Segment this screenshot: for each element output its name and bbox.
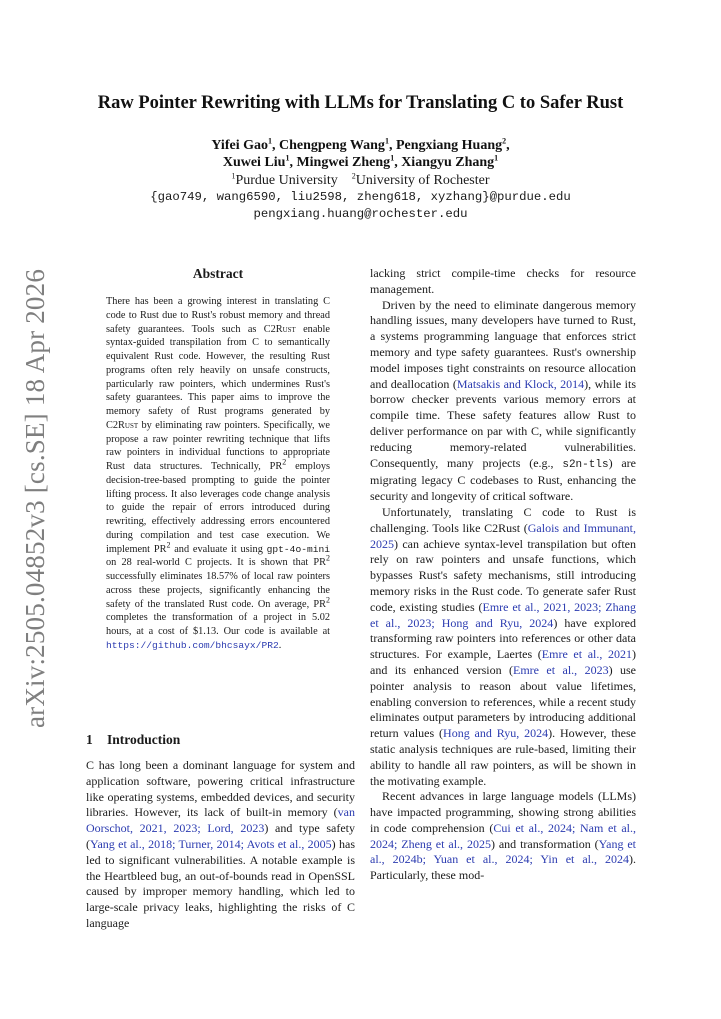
affiliations [0, 172, 721, 189]
superscript: 2 [326, 595, 330, 605]
body-text: Recent advances in large language models (LLMs) have impacted programming, showing strong abilities in code comprehension ( [370, 789, 636, 835]
affiliation-marker: 1 [285, 153, 290, 163]
body-text: ). However, these static analysis techniques are rule-based, limiting their ability to handle all raw pointers, as will be shown in the motivating example. [370, 726, 636, 788]
body-text: ) and its enhanced version ( [370, 647, 636, 677]
body-text: Driven by the need to eliminate dangerous memory handling issues, many developers have turned to Rust, a systems programming language that enforces strict memory and type safety guarantees. Rust's ownership model imposes tight constraints on resource allocation and deallocation ( [370, 297, 636, 391]
author-name: Xiangyu Zhang [401, 155, 495, 170]
intro-paragraph [86, 758, 355, 932]
intro-right-column [370, 266, 636, 884]
affiliation-marker: 1 [231, 171, 236, 181]
body-text: ) and type safety ( [86, 821, 355, 851]
body-text: ) use pointer analysis to reason about value lifetimes, enabling conversion to references, while a recent study eliminates output parameters by introducing additional return values ( [370, 662, 636, 741]
body-text: ) has led to significant vulnerabilities. A notable example is the Heartbleed bug, an out-of-bounds read in OpenSSL caused by improper memory handling, which led to large-scale privacy leaks, highlighting the risks of C language [86, 836, 355, 930]
citation-link[interactable]: Emre et al., 2021 [541, 647, 632, 662]
citation-link[interactable]: Emre et al., 2021, 2023; Zhang et al., 2023; Hong and Ryu, 2024 [370, 599, 636, 630]
section-number: 1 [86, 732, 93, 747]
author-name: Mingwei Zheng [296, 155, 391, 170]
abstract-text: employs decision-tree-based prompting to guide the pointer lifting process. It also leverages code change analysis to guide the repair of errors introduced during rewriting, effectively addressing errors encountered during compilation and test case execution. We implement PR [106, 461, 330, 555]
email-line: pengxiang.huang@rochester.edu [253, 207, 468, 221]
body-text: ). Particularly, these mod- [370, 852, 636, 883]
section-title: Introduction [107, 732, 181, 747]
author-line-1: Yifei Gao$^1$, Chengpeng Wang$^1$, Pengxiang Huang$^2$, [211, 136, 510, 153]
affiliation-marker: 1 [267, 136, 272, 146]
citation-link[interactable]: Galois and Immunant, 2025 [370, 520, 636, 551]
author-name: Yifei Gao [211, 138, 268, 153]
affiliation-rochester: University of Rochester [355, 173, 490, 188]
code-repository-link[interactable]: https://github.com/bhcsayx/PR2 [106, 639, 279, 651]
intro-paragraph [370, 505, 636, 789]
intro-left-column [86, 758, 355, 932]
affiliation-marker: 2 [351, 171, 356, 181]
abstract-heading: Abstract [192, 266, 244, 281]
superscript: 2 [166, 540, 171, 550]
author-emails [0, 189, 721, 223]
abstract-body [106, 295, 330, 653]
abstract-text: enable syntax-guided transpilation from C to semantically equivalent Rust code. However, the resulting Rust programs often rely heavily on unsafe constructs, particularly raw pointers, which undermines Rust's safety guarantees. This paper aims to improve the memory safety of Rust programs generated by C2 [106, 323, 330, 431]
project-name-code: s2n-tls [562, 458, 609, 471]
citation-link[interactable]: Hong and Ryu, 2024 [443, 726, 549, 741]
affiliation-marker: 2 [502, 136, 507, 146]
abstract-text: on 28 real-world C projects. It is shown that PR [106, 557, 326, 569]
superscript: 2 [282, 457, 287, 467]
affiliation-marker: 1 [494, 153, 499, 163]
intro-paragraph [370, 789, 636, 884]
paper-title: Raw Pointer Rewriting with LLMs for Translating C to Safer Rust [97, 93, 624, 113]
model-name-code: gpt-4o-mini [266, 543, 330, 555]
arxiv-sidebar-stamp [4, 268, 68, 728]
affiliation-marker: 1 [390, 153, 395, 163]
abstract-text: and evaluate it using [170, 543, 267, 555]
body-text: ) can achieve syntax-level transpilation but often rely on raw pointers and unsafe functions, which bypasses Rust's safety mechanisms, still introducing memory risks in the Rust code. To generate safer Rust code, existing studies ( [370, 536, 636, 614]
abstract-paragraph [106, 295, 330, 653]
author-name: Chengpeng Wang [278, 138, 385, 153]
author-line-2: Xuwei Liu$^1$, Mingwei Zheng$^1$, Xiangyu Zhang$^1$ [222, 153, 499, 170]
affiliation-marker: 1 [384, 136, 389, 146]
email-line: {gao749, wang6590, liu2598, zheng618, xyzhang}@purdue.edu [150, 190, 571, 204]
abstract-text: successfully eliminates 18.57% of local raw pointers across these projects, significantly enhancing the safety of the translated Rust code. On average, PR [106, 571, 330, 610]
affiliation-purdue: Purdue University [235, 173, 338, 188]
citation-link[interactable]: van Oorschot, 2021, 2023; Lord, 2023 [86, 805, 355, 836]
body-text: ) have explored transforming raw pointers into references or other data structures. For example, Laertes ( [370, 615, 636, 662]
arxiv-identifier: arXiv:2505.04852v3 [cs.SE] 18 Apr 2026 [20, 268, 51, 728]
citation-link[interactable]: Yang et al., 2018; Turner, 2014; Avots et al., 2005 [90, 836, 332, 851]
intro-paragraph [370, 298, 636, 505]
abstract-text: . [278, 639, 282, 651]
citation-link[interactable]: Emre et al., 2023 [513, 662, 609, 677]
section-heading-introduction [86, 732, 356, 748]
body-text: ) are migrating legacy C codebases to Rust, enhancing the security and longevity of critical software. [370, 455, 636, 504]
citation-link[interactable]: Matsakis and Klock, 2014 [456, 376, 585, 391]
intro-paragraph: lacking strict compile-time checks for resource management. [370, 266, 636, 296]
tool-name-smallcaps: Rust [118, 419, 139, 431]
citation-link[interactable]: Cui et al., 2024; Nam et al., 2024; Zheng et al., 2025 [370, 820, 637, 851]
tool-name-smallcaps: Rust [275, 323, 296, 335]
abstract-text: There has been a growing interest in translating C code to Rust due to Rust's robust memory and thread safety guarantees. Tools such as C2 [106, 296, 330, 335]
abstract-text: by eliminating raw pointers. Specifically, we propose a raw pointer rewriting technique that lifts raw pointers in individual functions to appropriate Rust data structures. Technically, PR [106, 419, 330, 472]
author-list [0, 137, 721, 171]
citation-link[interactable]: Yang et al., 2024b; Yuan et al., 2024; Yin et al., 2024 [370, 836, 637, 867]
body-text: Unfortunately, translating C code to Rust is challenging. Tools like C2Rust ( [370, 504, 636, 535]
abstract-text: completes the transformation of a project in 5.02 hours, at a cost of $1.13. Our code is available at [106, 612, 330, 637]
body-text: C has long been a dominant language for system and application software, powering critical infrastructure like operating systems, embedded devices, and security libraries. However, its lack of built-in memory ( [86, 758, 355, 820]
body-text: ) and transformation ( [490, 836, 599, 851]
author-name: Xuwei Liu [222, 155, 286, 170]
body-text: ), while its borrow checker prevents various memory errors at compile time. These safety features allow Rust to deliver performance on par with C, while significantly reducing memory-related vulnerabilities. Consequently, many projects (e.g., [370, 376, 637, 470]
author-name: Pengxiang Huang [395, 138, 503, 153]
superscript: 2 [326, 553, 330, 563]
